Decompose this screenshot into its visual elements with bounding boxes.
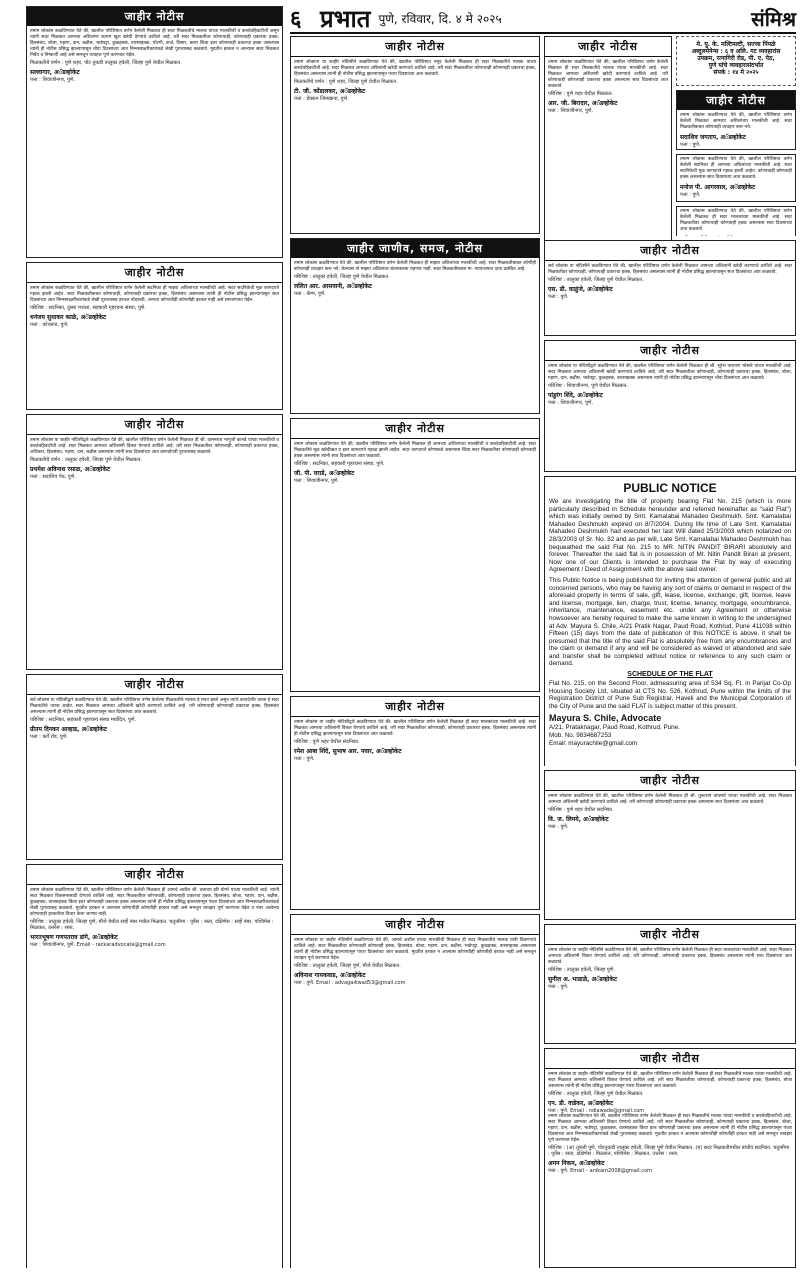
notice-signatory: सुनील अ. भाडाळे, अॅडव्होकेट xyxy=(548,976,617,983)
notice-schedule: मिळकतीचे वर्णन : पुणे शहर, पोट तुकडी तालुका हवेली, जिल्हा पुणे येथील मिळकत. xyxy=(30,60,182,66)
bottom-notice-address: पत्ता : पुणे. Email – anikam2008@gmail.com xyxy=(548,1168,652,1174)
notice-heading: जाहीर नोटीस xyxy=(545,925,795,945)
notice-signatory: सदाशिव जगताप, अॅडव्होकेट xyxy=(680,134,746,141)
schedule-title: SCHEDULE OF THE FLAT xyxy=(627,671,713,679)
notice-body: तमाम लोकांस कळविण्यात येते की, खालील परिशिष्टात वर्णन केलेली मिळकत ही श्री. तुकाराम वाघमारे यांच्या मालकीची आहे. सदर मिळकत आमच्या अशिलांनी खरेदी करण्याचे ठरविले आहे. तरी कोणाचाही कोणत्याही प्रकारचा हक्क असल्यास सात दिवसांच्या आत कळवावे. xyxy=(548,794,792,805)
notice-heading: जाहीर नोटीस xyxy=(545,771,795,791)
newspaper-brand: प्रभात xyxy=(320,3,371,33)
notice-body: तमाम लोकांस या जाहीर नोटिसीद्वारे कळविण्यात येते की, खालील परिशिष्टात वर्णन केलेली मिळकत ही श्री. वामनराव भागुजी कानडे यांच्या मालकीची व कब्जेवहिवाटीची आहे. सदर मिळकत आमच्या अशिलांनी विकत घेण्याचे ठरविले आहे. तरी सदर मिळकतीवर कोणाचाही, कोणत्याही प्रकारचा हक्क, अधिकार, हितसंबंध, गहाण, दान, बक्षीस असल्यास त्यांनी सात दिवसांच्या आत कागदोपत्री पुराव्यासह कळवावे. xyxy=(30,438,279,455)
notice-heading: जाहीर नोटीस xyxy=(291,697,539,717)
notice-heading: जाहीर नोटीस xyxy=(545,241,795,261)
notice-schedule: परिशिष्ट : तालुका हवेली, जिल्हा पुणे, मौजे येथील सर्व्हे नंबर मधील मिळकत. चतुःसीमा : पूर्वेस : रस्ता, दक्षिणेस : सर्व्हे नंबर, पश्चिमेस : मिळकत, उत्तरेस : रस्ता. xyxy=(30,919,274,931)
notice-schedule: परिशिष्ट : सदनिका, सहकारी गृहरचना संस्था मर्यादित, पुणे. xyxy=(30,717,137,723)
notice-schedule: परिशिष्ट : शिवाजीनगर, पुणे येथील मिळकत. xyxy=(548,383,629,389)
notice-right-1 xyxy=(544,36,672,242)
public-notice-paragraph-2: This Public Notice is being published for inviting the attention of general public and all concerned persons, who may be having any sort of claims or demand in respect of the aforesaid property in terms of sale, gift, lease, license, exchange, gift, license, leave and license, mortgage, lien, charge, trust, license, tenancy, mortgage, encumbrance, inheritance, maintenance, easement etc. under any Agreement or otherwise howsoever are hereby required to make the same known in writing to the undersigned at Adv. Mayura S. Chile, A/21 Pratik Nagar, Paud Road, Kothrud, Pune 411038 within Fifteen (15) days from the date of publication of this NOTICE is above, it shall be presumed that the title of the said Flat is absolutely free from any encumbrances and the claim or demand if any and will be considered as waived or abandoned and sale and transfer shall be completed without notice or reference to any such claim or demand. xyxy=(549,576,791,668)
notice-body: सर्व लोकांस या नोटिसीने कळविण्यात येते की, खालील परिशिष्टात वर्णन केलेली मिळकत आमच्या अशिलांनी खरेदी करण्याचे ठरविले आहे. सदर मिळकतीवर कोणाचाही, कोणत्याही प्रकारचा हक्क, हितसंबंध असल्यास त्यांनी ही नोटीस प्रसिद्ध झाल्यापासून सात दिवसांच्या आत कळवावे. xyxy=(548,264,792,275)
notice-right-4-box xyxy=(544,770,796,920)
notice-schedule: परिशिष्ट : तालुका हवेली, जिल्हा पुणे. xyxy=(548,967,615,973)
notice-signatory: पांडुरंग शिंदे, अॅडव्होकेट xyxy=(548,392,603,399)
advocate-mobile: Mob. No. 9834687253 xyxy=(549,732,612,740)
notice-right-5-box xyxy=(544,924,796,1044)
notice-signatory: प्रथमेश अविनाश रसाळ, अॅडव्होकेट xyxy=(30,466,110,473)
notice-body: तमाम लोकांस या जाहीर नोटिसीने कळविण्यात येते की, खालील परिशिष्टात वर्णन केलेली मिळकत ही सदर मिळकतीचे मालक यांच्या मालकीची आहे. सदर मिळकत आमच्या अशिलांनी विकत घेण्याचे ठरविले आहे. तरी सदर मिळकतीवर कोणाचाही, कोणत्याही प्रकारचा हक्क, हितसंबंध, बोजा असल्यास त्यांनी ही नोटीस प्रसिद्ध झाल्यापासून पंधरा दिवसांच्या आत कळवावे. xyxy=(548,1072,792,1089)
middle-column xyxy=(290,36,540,1268)
notice-signatory: एन. डी. वाडेकर, अॅडव्होकेट xyxy=(548,1100,614,1107)
notice-address: पत्ता : पुणे. xyxy=(680,192,701,198)
notice-schedule: परिशिष्ट : तालुका हवेली, जिल्हा पुणे येथील मिळकत. xyxy=(548,277,644,283)
notice-left-2 xyxy=(26,262,283,410)
notice-body: तमाम लोकांस या जाहीर नोटिसीद्वारे कळविण्यात येते की, खालील परिशिष्टात वर्णन केलेली मिळकत ही सदर मालकांच्या मालकीची आहे. सदर मिळकत आमच्या अशिलांनी विकत घेण्याचे ठरविले आहे. तरी सदर मिळकतीवर कोणाचाही, कोणत्याही प्रकारचा हक्क, हितसंबंध असल्यास त्यांनी ही नोटीस प्रसिद्ध झाल्यापासून सात दिवसांच्या आत कळवावे. xyxy=(294,720,536,737)
notice-body: तमाम लोकांस कळविण्यात येते की, खालील परिशिष्टात वर्णन केलेली मिळकत ही आमचे अशील श्री. दत्तात्रय हरि घोगरे यांच्या मालकीची आहे. त्यांनी सदर मिळकत विकसनासाठी देण्याचे ठरविले आहे. सदर मिळकतीवर कोणाचाही, कोणत्याही प्रकारचा हक्क, हितसंबंध, बोजा, गहाण, दान, बक्षीस, कुळहक्क, वारसाहक्क किंवा इतर कोणत्याही प्रकारचा हक्क असल्यास त्यांनी ही नोटीस प्रसिद्ध झाल्यापासून पंधरा दिवसांच्या आत निम्नस्वाक्षरीकारांकडे लेखी पुराव्यासह कळवावे. मुदतीत हरकत न आल्यास कोणाचीही कोणतीही हरकत नाही असे समजून व्यवहार पूर्ण करण्यात येईल व नंतर आलेल्या कोणत्याही हरकतीचा विचार केला जाणार नाही. xyxy=(30,888,279,917)
notice-heading: जाहीर नोटीस xyxy=(27,865,282,885)
notice-address: पत्ता : पुणे. Email : advagaikwad53@gmail.com xyxy=(294,980,406,986)
schedule-text: Flat No. 215, on the Second Floor, admeasuring area of 534 Sq. Ft. in Parijat Co-Op Housing Society Ltd, situated at CTS No. 526, Kothrud, Pune within the limits of the Registration District of Pune Sub Registrar, Haveli and the Municipal Corporation of the City of Pune and the said FLAT is subject matter of this present. xyxy=(549,680,791,710)
notice-middle-3 xyxy=(290,418,540,692)
notice-signatory: धनंजय सुधाकर काळे, अॅडव्होकेट xyxy=(30,314,107,321)
bottom-notice-body: तमाम लोकांस कळविण्यात येते की, खालील परिशिष्टात वर्णन केलेली मिळकत ही सदर मिळकतीचे मालक यांच्या मालकीची व कब्जेवहिवाटीची आहे. सदर मिळकत आमच्या अशिलांनी विकत घेण्याचे ठरविले आहे. तरी सदर मिळकतीवर कोणाचाही, कोणत्याही प्रकारचा हक्क, हितसंबंध, बोजा, गहाण, दान, बक्षीस, भाडेपट्टा, कुळहक्क, वारसाहक्क किंवा इतर कोणत्याही प्रकारचा हक्क असल्यास त्यांनी ही नोटीस प्रसिद्ध झाल्यापासून पंधरा दिवसांच्या आत निम्नस्वाक्षरीकारांकडे लेखी पुराव्यासह कळवावे. मुदतीत हरकत न आल्यास कोणाचीही कोणतीही हरकत नाही असे समजून व्यवहार पूर्ण करण्यात येईल. xyxy=(548,1114,792,1143)
cutout-line-3: उपक्रम, रत्नागिरी रोड, पी. ए. पेठ, xyxy=(697,55,775,62)
notice-address: पत्ता : पुणे. Email : ndiawade@gmail.com xyxy=(548,1108,645,1114)
notice-address: पत्ता : शिवाजीनगर, पुणे. Email - rackaradvocate@gmail.com xyxy=(30,942,166,948)
notice-address: पत्ता : पुणे. xyxy=(548,294,569,300)
notice-heading: जाहीर नोटीस xyxy=(545,1049,795,1069)
notice-body: तमाम लोकांस कळविण्यात येते की, खालील परिशिष्टात वर्णन केलेली मिळकत ही माझ्या अशिलांच्या मालकीची आहे. सदर मिळकतीबाबत कोणीही कोणताही व्यवहार करू नये, केल्यास तो माझ्या अशिलांवर बंधनकारक राहणार नाही. सदर मिळकतीबाबत मा. न्यायालयात दावा प्रलंबित आहे. xyxy=(294,261,536,272)
notice-address: पत्ता : पुणे. xyxy=(294,756,315,762)
notice-signatory: जी. पी. घराडे, अॅडव्होकेट xyxy=(294,470,355,477)
notice-schedule: मिळकतीचे वर्णन : पुणे शहर, जिल्हा पुणे येथील मिळकत. xyxy=(294,79,398,85)
notice-middle-5 xyxy=(290,914,540,1268)
notice-schedule: परिशिष्ट : सदनिका, दुसरा मजला, सहकारी गृहरचना संस्था, पुणे. xyxy=(30,305,146,311)
date-line: पुणे, रविवार, दि. ४ मे २०२५ xyxy=(378,11,502,26)
notice-body: तमाम लोकांना या जाहीर नोटिसीने कळविण्यात येते की, खालील परिशिष्टात नमूद केलेली मिळकत ही सदर मिळकतीचे मालक यांच्या कब्जेवहिवाटीची आहे. सदर मिळकत आमच्या अशिलांनी खरेदी करण्याचे ठरविले आहे. तरी सदर मिळकतीवर कोणाचाही कोणत्याही प्रकारचा हक्क, हितसंबंध असल्यास त्यांनी ही नोटीस प्रसिद्ध झाल्यापासून पंधरा दिवसांच्या आत कळवावे. xyxy=(294,60,536,77)
notice-signatory: ललित आर. आसवानी, अॅडव्होकेट xyxy=(294,283,372,290)
notice-signatory: रमेश आबा शिंदे, सुभाष आर. पवार, अॅडव्होकेट xyxy=(294,748,402,755)
notice-schedule: परिशिष्ट : पुणे शहर येथील सदनिका. xyxy=(294,739,360,745)
notice-signatory: टी. जी. कोंडालकर, अॅडव्होकेट xyxy=(294,88,366,95)
notice-body: तमाम लोकांस या जाहीर नोटिसीने कळविण्यात येते की, खालील परिशिष्टात वर्णन केलेली मिळकत ही सदर मालकांच्या मालकीची आहे. सदर मिळकत आमच्या अशिलांनी विकत घेण्याचे ठरविले आहे. तरी कोणाचाही, कोणत्याही प्रकारचा हक्क, हितसंबंध असल्यास त्यांनी सात दिवसांच्या आत कळवावे. xyxy=(548,948,792,965)
cutout-line-4: पुणे यांचे व्यवहारासंदर्भात xyxy=(708,62,764,69)
notice-signatory: एस. डी. वाळुंजे, अॅडव्होकेट xyxy=(548,286,613,293)
notice-left-3 xyxy=(26,414,283,670)
notice-address: पत्ता : पुणे. xyxy=(548,984,569,990)
notice-body: तमाम लोकांस कळविण्यात येते की, खालील परिशिष्टात वर्णन केलेली सदनिका ही माझ्या अशिलांच्या मालकीची आहे. सदर सदनिकेची मूळ कागदपत्रे गहाळ झाली आहेत. सदर मिळकतीबाबत कोणाचाही, कोणत्याही प्रकारचा हक्क, हितसंबंध असल्यास त्यांनी ही नोटीस प्रसिद्ध झाल्यापासून सात दिवसांच्या आत निम्नस्वाक्षरीकारांकडे लेखी पुराव्यासह हरकत नोंदवावी, अन्यथा कोणाचीही कोणतीही हरकत नाही असे समजण्यात येईल. xyxy=(30,286,279,303)
notice-schedule: परिशिष्ट : सदनिका, सहकारी गृहरचना संस्था, पुणे. xyxy=(294,461,385,467)
cutout-line-2: अब्दुलमेनेन्स : ६ व अलि. गट व्यवहारांस xyxy=(691,48,781,55)
notice-body: तमाम लोकांस कळविण्यात येते की, खालील परिशिष्टात वर्णन केलेली मिळकत ही सदर मालकांच्या मालकीची आहे. सदर मिळकतीवर कोणाचाही कोणताही हक्क असल्यास सात दिवसांच्या आत कळवावे. xyxy=(680,209,792,232)
notice-middle-4 xyxy=(290,696,540,910)
notice-heading: जाहीर नोटीस xyxy=(291,419,539,439)
public-notice-box xyxy=(544,476,796,766)
notice-far-right-1 xyxy=(676,90,796,150)
notice-address: पत्ता : कर्वे रोड, पुणे. xyxy=(30,734,68,740)
notice-heading: जाहीर नोटीस xyxy=(677,91,795,110)
notice-right-5 xyxy=(544,924,796,1044)
notice-address: पत्ता : शिवाजीनगर, पुणे. xyxy=(294,478,340,484)
cutout-line-1: मे. यु. के. मल्टिमल्टी, सज्जा पिंपळे xyxy=(696,41,776,48)
notice-right-2 xyxy=(544,240,796,336)
public-notice-paragraph-1: We are investigating the title of property bearing Flat No. 215 (which is more particularly described in Schedule hereunder and referred hereinafter as "said Flat") which was initially owned by Smt. Kamalabai Mahadeo Deshmukh. Smt. Kamalabai Mahadeo Deshmukh expired on 8/7/2004. During life time of Late Smt. Kamalabai Mahadeo Deshmukh had executed her last Will dated 25/3/2003 which notarized on 28/3/2003 of Sr. No. 82 and as per will, Late Smt. Kamalabai Mahadeo Deshmukh has bequeathed the said Flat No. 215 to MR. NITIN PANDIT BIRARI absolutely and forever. Thereafter the said flat is in possession of Mr. Nitin Pandit Birari at present, Now one of our Clients is intended to purchase the Flat by way of executing Agreement / Deed of Assignment with the above said owner. xyxy=(549,498,791,574)
advocate-address: A/21, Prataknagar, Paud Road, Kothrud, Pune. xyxy=(549,724,680,732)
notice-right-3-box xyxy=(544,340,796,472)
cutout-box xyxy=(676,36,796,86)
notice-signatory: भारतभूषण गणपतराव डांगे, अॅडव्होकेट xyxy=(30,934,118,941)
notice-right-6-box xyxy=(544,1048,796,1268)
notice-body: तमाम लोकांस कळविण्यात येते की, खालील परिशिष्टात वर्णन केलेली मिळकत ही आमच्या अशिलांच्या मालकीची व कब्जेवहिवाटीची आहे. सदर मिळकतीचे मूळ खरेदीखत व इतर कागदपत्रे गहाळ झाली आहेत. सदर कागदपत्रे कोणाकडे असल्यास किंवा सदर मिळकतीवर कोणाचाही कोणताही हक्क असल्यास त्यांनी सात दिवसांच्या आत कळवावे. xyxy=(294,442,536,459)
notice-signatory: वि. ज. लिमये, अॅडव्होकेट xyxy=(548,816,609,823)
cutout-line-5: संपर्क : १४ मे २०२५ xyxy=(713,69,759,76)
notice-far-right-2 xyxy=(676,154,796,202)
notice-left-1 xyxy=(26,6,283,258)
notice-left-5 xyxy=(26,864,283,1268)
notice-address: पत्ता : शिवाजीनगर, पुणे. xyxy=(548,400,594,406)
notice-body: तमाम लोकांस कळविण्यात येते की, खालील परिशिष्टात वर्णन केलेली मिळकत ही सदर मिळकतीचे मालक यांच्या मालकीची व कब्जेवहिवाटीची असून त्यांनी सदर मिळकत आमच्या अशिलांना कायम खुश खरेदी देण्याचे ठरविले आहे. तरी सदर मिळकतीवर कोणाचाही, कोणत्याही प्रकारचा हक्क, हितसंबंध, बोजा, गहाण, दान, बक्षीस, भाडेपट्टा, कुळहक्क, वारसाहक्क, पोटगी, कर्ज, विसार, करार किंवा इतर कोणत्याही प्रकारचा हक्क असल्यास त्यांनी ही नोटीस प्रसिद्ध झाल्यापासून चौदा दिवसांच्या आत निम्नस्वाक्षरीकारांकडे लेखी पुराव्यासह कळवावे. मुदतीत हरकत न आल्यास सदर मिळकत निर्वेध व निष्कर्जी आहे असे समजून व्यवहार पूर्ण करण्यात येईल. xyxy=(30,29,279,58)
notice-address: पत्ता : कोथरूड, पुणे. xyxy=(30,322,69,328)
notice-signatory: प्रीतम दिनकर आव्हाड, अॅडव्होकेट xyxy=(30,726,107,733)
notice-left-4 xyxy=(26,674,283,860)
notice-signatory: अविनाश गायकवाड, अॅडव्होकेट xyxy=(294,972,366,979)
notice-signatory: आर. जी. बिरादार, अॅडव्होकेट xyxy=(548,100,618,107)
notice-body: तमाम लोकांस या नोटिसीद्वारे कळविण्यात येते की, खालील परिशिष्टात वर्णन केलेली मिळकत ही श्री. सुरेश नारायण भोसले यांच्या मालकीची आहे. सदर मिळकत आमच्या अशिलांनी खरेदी करण्याचे ठरविले आहे. तरी सदर मिळकतीवर कोणाचाही, कोणत्याही प्रकारचा हक्क, हितसंबंध, बोजा, गहाण, दान, बक्षीस, भाडेपट्टा, कुळहक्क, वारसाहक्क असल्यास त्यांनी ही नोटीस प्रसिद्ध झाल्यापासून चौदा दिवसांच्या आत कळवावे. xyxy=(548,364,792,381)
notice-heading: जाहीर नोटीस xyxy=(27,675,282,695)
notice-middle-1 xyxy=(290,36,540,234)
notice-right-6 xyxy=(544,1048,796,1268)
bottom-notice-schedule: परिशिष्ट : (अ) तुकडी पुणे, पोटतुकडी तालुका हवेली, जिल्हा पुणे येथील मिळकत. (ब) सदर मिळकतीमधील बांधीव सदनिका. चतुःसीमा : पूर्वेस : रस्ता, दक्षिणेस : मिळकत, पश्चिमेस : मिळकत, उत्तरेस : रस्ता. xyxy=(548,1145,790,1157)
notice-heading: जाहीर नोटीस xyxy=(27,7,282,26)
bottom-notice-signatory: अमन निकम, अॅडव्होकेट xyxy=(548,1160,605,1167)
page-number: ६ xyxy=(290,6,302,32)
notice-heading: जाहीर नोटीस xyxy=(291,915,539,935)
notice-heading: जाहीर नोटीस xyxy=(27,415,282,435)
notice-heading: जाहीर नोटीस xyxy=(291,37,539,57)
notice-address: पत्ता : शिवाजीनगर, पुणे. xyxy=(30,77,76,83)
public-notice xyxy=(544,476,796,766)
newspaper-masthead xyxy=(290,4,796,34)
notice-signatory xyxy=(680,235,792,236)
notice-far-right-3 xyxy=(676,206,796,236)
notice-signatory: सल्लागार, अॅडव्होकेट xyxy=(30,69,80,76)
notice-middle-2 xyxy=(290,238,540,414)
cutout-box-text xyxy=(680,39,792,78)
notice-right-2-box xyxy=(544,240,796,336)
advocate-email: Email: mayurachile@gmail.com xyxy=(549,739,638,747)
notice-schedule: परिशिष्ट : पुणे शहर येथील मिळकत. xyxy=(548,91,614,97)
notice-body: सर्व लोकांस या नोटिसीद्वारे कळविण्यात येते की, खालील परिशिष्टात वर्णन केलेल्या मिळकतीचे मालक हे मयत झाले असून त्यांचे कायदेशीर वारस हे सदर मिळकतीचे धारक आहेत. सदर मिळकत आमच्या अशिलांनी खरेदी करण्याचे ठरविले आहे. तरी कोणाचाही कोणत्याही प्रकारचा हक्क, हितसंबंध असल्यास त्यांनी ही नोटीस प्रसिद्ध झाल्यापासून सात दिवसांच्या आत कळवावे. xyxy=(30,698,279,715)
notice-address: पत्ता : शिवाजीनगर, पुणे. xyxy=(548,108,594,114)
advocate-signatory: Mayura S. Chile, Advocate xyxy=(549,713,662,724)
notice-heading: जाहीर जाणीव, समज, नोटीस xyxy=(291,239,539,258)
notice-right-4 xyxy=(544,770,796,920)
notice-body: तमाम लोकांस कळविण्यात येते की, खालील परिशिष्टात वर्णन केलेली सदनिका ही आमच्या अशिलांच्या मालकीची आहे. सदर सदनिकेची मूळ कागदपत्रे गहाळ झाली आहेत. कोणाचाही कोणताही हक्क असल्यास सात दिवसांच्या आत कळवावे. xyxy=(680,157,792,180)
notice-body: तमाम लोकांस या जाहीर नोटिसीने कळविण्यात येते की, आमचे अशील यांच्या मालकीची मिळकत ही सदर मिळकतीचे मालक यांनी विकण्याचे ठरविले आहे. सदर मिळकतीवर कोणाचाही कोणताही हक्क, हितसंबंध, बोजा, गहाण, दान, बक्षीस, भाडेपट्टा, कुळहक्क, वारसाहक्क असल्यास त्यांनी ही नोटीस प्रसिद्ध झाल्यापासून पंधरा दिवसांच्या आत कळवावे. मुदतीत हरकत न आल्यास कोणाचीही कोणतीही हरकत नाही असे समजून व्यवहार पूर्ण करण्यात येईल. xyxy=(294,938,536,961)
section-title: संमिश्र xyxy=(751,6,796,31)
notice-address: पत्ता : पुणे. xyxy=(680,142,701,148)
notice-signatory: मनोज पी. आगरवाल, अॅडव्होकेट xyxy=(680,184,756,191)
notice-address: पत्ता : पुणे. xyxy=(548,824,569,830)
notice-right-3 xyxy=(544,340,796,472)
far-right-column xyxy=(676,36,796,236)
notice-schedule: परिशिष्ट : तालुका हवेली, जिल्हा पुणे, मौजे येथील मिळकत. xyxy=(294,963,401,969)
notice-heading: जाहीर नोटीस xyxy=(545,341,795,361)
notice-schedule: परिशिष्ट : पुणे शहर येथील सदनिका. xyxy=(548,807,614,813)
notice-schedule: परिशिष्ट : तालुका हवेली, जिल्हा पुणे येथील मिळकत. xyxy=(548,1091,644,1097)
notice-heading: जाहीर नोटीस xyxy=(27,263,282,283)
notice-schedule: मिळकतीचे वर्णन : तालुका हवेली, जिल्हा पुणे येथील मिळकत. xyxy=(30,457,142,463)
notice-address: पत्ता : सदाशिव पेठ, पुणे. xyxy=(30,474,76,480)
notice-address: पत्ता : कॅम्प, पुणे. xyxy=(294,291,326,297)
notice-body: तमाम लोकांस कळविण्यात येते की, खालील परिशिष्टात वर्णन केलेली मिळकत ही सदर मिळकतीचे मालक यांच्या मालकीची आहे. सदर मिळकत आमच्या अशिलांनी खरेदी करण्याचे ठरविले आहे. तरी कोणाचाही कोणत्याही प्रकारचा हक्क असल्यास सात दिवसांच्या आत कळवावे. xyxy=(548,60,668,89)
public-notice-title: PUBLIC NOTICE xyxy=(623,481,717,495)
left-column xyxy=(26,6,283,1268)
notice-schedule: परिशिष्ट : तालुका हवेली, जिल्हा पुणे येथील मिळकत. xyxy=(294,274,390,280)
notice-heading: जाहीर नोटीस xyxy=(545,37,671,57)
notice-body: तमाम लोकांस कळविण्यात येते की, खालील परिशिष्टात वर्णन केलेली मिळकत आमच्या अशिलांच्या मालकीची आहे. सदर मिळकतीबाबत कोणताही व्यवहार करू नये. xyxy=(680,113,792,130)
notice-address: पत्ता : डेक्कन जिमखाना, पुणे. xyxy=(294,96,349,102)
